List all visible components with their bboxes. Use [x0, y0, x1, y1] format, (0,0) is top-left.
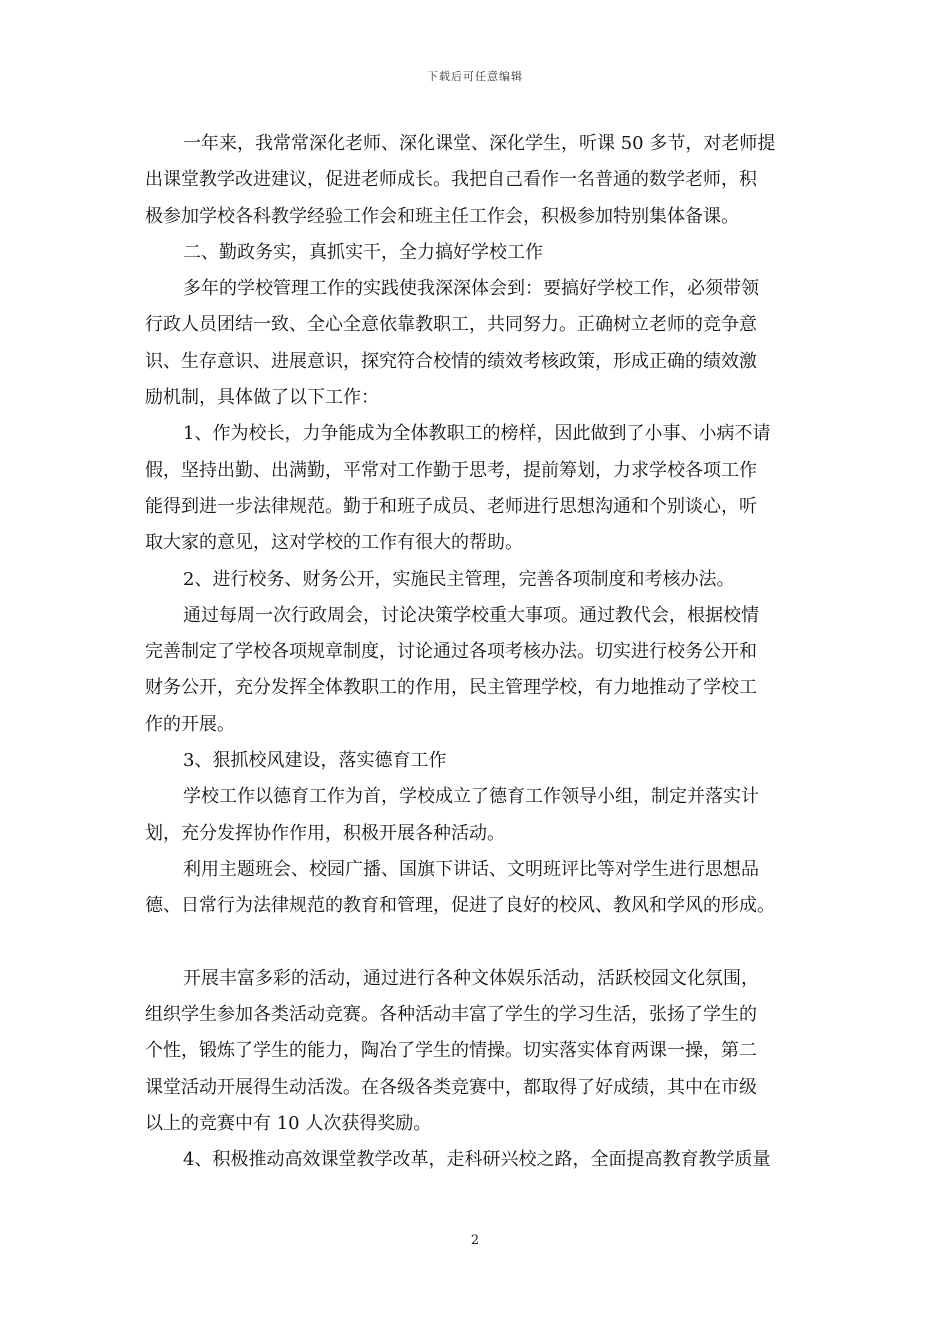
document-body — [145, 126, 817, 1179]
paragraph-line: 1、作为校长，力争能成为全体教职工的榜样，因此做到了小事、小病不请 — [183, 423, 771, 445]
paragraph-line: 一年来，我常常深化老师、深化课堂、深化学生，听课 50 多节，对老师提 — [183, 133, 776, 154]
paragraph-line: 开展丰富多彩的活动，通过进行各种文体娱乐活动，活跃校园文化氛围， — [183, 967, 759, 989]
subsection-heading: 2、进行校务、财务公开，实施民主管理，完善各项制度和考核办法。 — [183, 568, 735, 590]
paragraph-line: 德、日常行为法律规范的教育和管理，促进了良好的校风、教风和学风的形成。 — [145, 895, 775, 917]
paragraph-line: 出课堂教学改进建议，促进老师成长。我把自己看作一名普通的数学老师，积 — [145, 169, 757, 191]
paragraph-line: 个性，锻炼了学生的能力，陶冶了学生的情操。切实落实体育两课一操，第二 — [145, 1040, 757, 1062]
paragraph-line: 行政人员团结一致、全心全意依靠教职工，共同努力。正确树立老师的竞争意 — [145, 314, 757, 336]
paragraph-gap — [145, 925, 817, 961]
paragraph-line: 划，充分发挥协作作用，积极开展各种活动。 — [145, 822, 505, 844]
paragraph-line: 励机制，具体做了以下工作： — [145, 387, 379, 409]
paragraph-line: 组织学生参加各类活动竞赛。各种活动丰富了学生的学习生活，张扬了学生的 — [145, 1004, 757, 1026]
paragraph-line: 取大家的意见，这对学校的工作有很大的帮助。 — [145, 532, 523, 554]
paragraph-line: 极参加学校各科教学经验工作会和班主任工作会，积极参加特别集体备课。 — [145, 205, 739, 227]
paragraph-line: 以上的竞赛中有 10 人次获得奖励。 — [145, 1113, 432, 1135]
paragraph-line: 完善制定了学校各项规章制度，讨论通过各项考核办法。切实进行校务公开和 — [145, 641, 757, 663]
paragraph-line: 识、生存意识、进展意识，探究符合校情的绩效考核政策，形成正确的绩效激 — [145, 350, 757, 372]
subsection-heading: 4、积极推动高效课堂教学改革，走科研兴校之路，全面提高教育教学质量 — [183, 1149, 771, 1171]
header-note: 下载后可任意编辑 — [427, 70, 523, 83]
subsection-heading: 3、狠抓校风建设，落实德育工作 — [183, 750, 447, 772]
section-heading: 二、勤政务实，真抓实干，全力搞好学校工作 — [183, 241, 543, 263]
paragraph-line: 学校工作以德育工作为首，学校成立了德育工作领导小组，制定并落实计 — [183, 786, 759, 808]
paragraph-line: 假，坚持出勤、出满勤，平常对工作勤于思考，提前筹划，力求学校各项工作 — [145, 459, 757, 481]
page-number: 2 — [470, 1233, 480, 1248]
paragraph-line: 课堂活动开展得生动活泼。在各级各类竞赛中，都取得了好成绩，其中在市级 — [145, 1076, 757, 1098]
paragraph-line: 能得到进一步法律规范。勤于和班子成员、老师进行思想沟通和个别谈心，听 — [145, 495, 757, 517]
paragraph-line: 财务公开，充分发挥全体教职工的作用，民主管理学校，有力地推动了学校工 — [145, 677, 757, 699]
paragraph-line: 作的开展。 — [145, 713, 235, 735]
paragraph-line: 多年的学校管理工作的实践使我深深体会到：要搞好学校工作，必须带领 — [183, 278, 759, 300]
paragraph-line: 通过每周一次行政周会，讨论决策学校重大事项。通过教代会，根据校情 — [183, 604, 759, 626]
paragraph-line: 利用主题班会、校园广播、国旗下讲话、文明班评比等对学生进行思想品 — [183, 858, 759, 880]
